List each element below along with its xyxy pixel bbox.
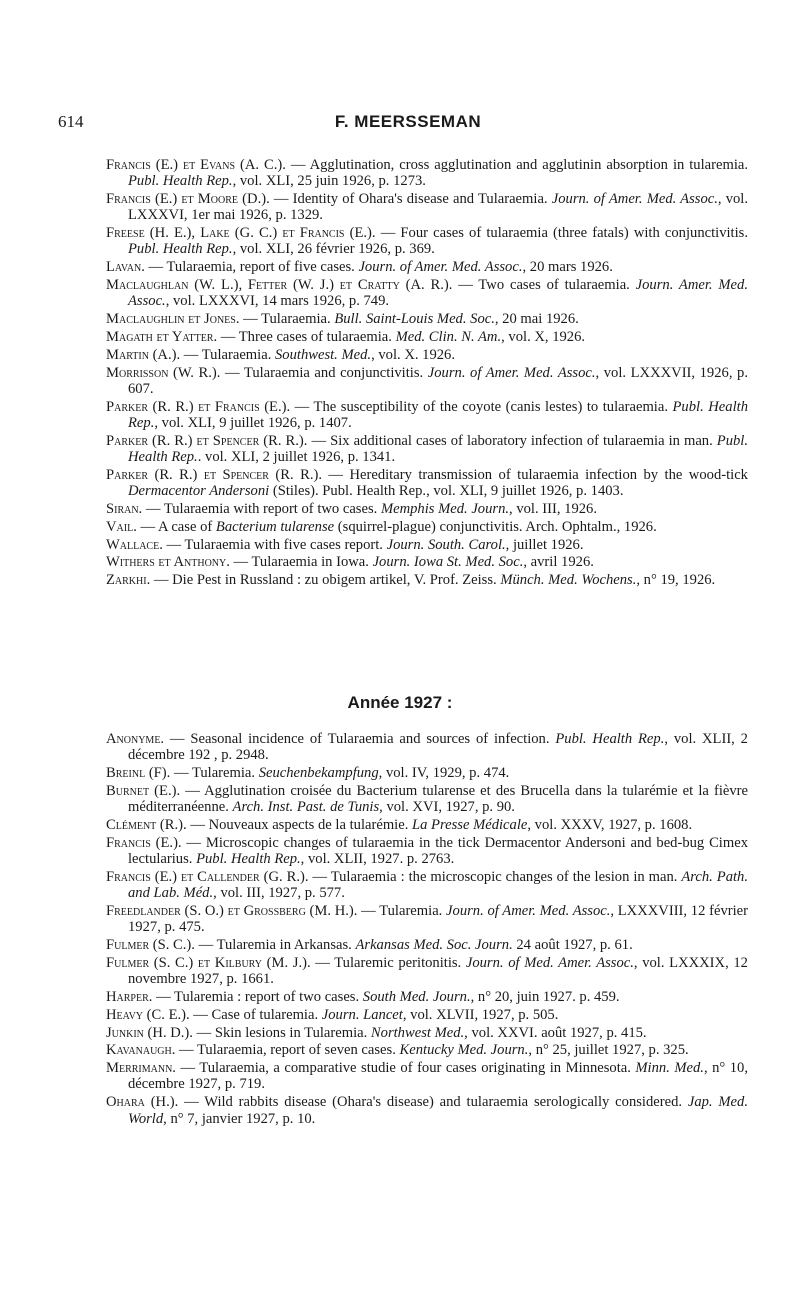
bibliography-entry — [106, 364, 748, 398]
bibliography-entry — [106, 398, 748, 432]
entry-authors: Parker (R. R.) et Spencer (R. R.). — [106, 466, 322, 483]
bibliography-entry — [106, 572, 748, 589]
entry-journal: Münch. Med. Wochens. — [500, 572, 637, 589]
entry-authors: Siran. — [106, 500, 143, 517]
entry-details: , vol. XLVII, 1927, p. 505. — [402, 1006, 559, 1023]
entry-journal: Dermacentor Andersoni — [128, 483, 270, 500]
entry-text: — Six additional cases of laboratory infection of tularaemia in man. — [307, 432, 717, 449]
entry-authors: Maclaughlan (W. L.), Fetter (W. J.) et Cratty (A. R.). — [106, 277, 453, 294]
entry-journal: Kentucky Med. Journ. — [399, 1042, 529, 1059]
entry-text: — Two cases of tularaemia. — [452, 277, 636, 294]
bibliography-entry — [106, 765, 748, 782]
entry-details: , vol. XLI, 25 juin 1926, p. 1273. — [232, 173, 426, 190]
entry-journal: Jap. Med. World — [128, 1094, 748, 1127]
entry-details: , vol. LXXXVII, 1926, p. 607. — [128, 364, 748, 397]
entry-details: , vol. XLII, 2 décembre 192 , p. 2948. — [128, 731, 748, 764]
bibliography-entry — [106, 328, 748, 345]
entry-journal: Memphis Med. Journ. — [380, 500, 510, 517]
entry-text: — Agglutination croisée du Bacterium tularense et des Brucella dans la tularémie et la fièvre méditerranéenne. — [128, 782, 748, 816]
entry-journal: Med. Clin. N. Am. — [395, 328, 502, 345]
entry-details: , juillet 1926. — [505, 536, 584, 553]
entry-journal: Journ. Lancet — [321, 1006, 403, 1023]
bibliography-entry — [106, 1024, 748, 1041]
entry-authors: Anonyme. — [106, 731, 165, 747]
entry-text: — Agglutination, cross agglutination and agglutinin absorption in tularemia. — [285, 157, 749, 173]
entry-details: , n° 19, 1926. — [636, 572, 716, 589]
entry-text: — Identity of Ohara's disease and Tularaemia. — [269, 191, 552, 208]
entry-journal: Journ. of Amer. Med. Assoc. — [358, 259, 523, 276]
entry-authors: Magath et Yatter. — [106, 328, 218, 345]
running-head: F. MEERSSEMAN — [334, 112, 482, 131]
entry-text: — Tularaemia, a comparative studie of four cases originating in Minnesota. — [175, 1060, 636, 1077]
entry-details: , 20 mai 1926. — [494, 311, 579, 328]
entry-text: — Tularaemia with five cases report. — [162, 536, 387, 553]
entry-authors: Francis (E.). — [106, 834, 182, 851]
entry-journal: Publ. Health Rep. — [196, 851, 301, 868]
entry-details: , vol. III, 1927, p. 577. — [213, 885, 345, 902]
entry-details: , vol. XLII, 1927. p. 2763. — [300, 851, 455, 868]
entry-details: , n° 25, juillet 1927, p. 325. — [528, 1042, 689, 1059]
entry-authors: Parker (R. R.) et Francis (E.). — [106, 398, 291, 415]
bibliography-entry — [106, 157, 749, 190]
entry-journal: Journ. South. Carol. — [386, 536, 506, 553]
entry-journal: Publ. Health Rep. — [555, 731, 665, 747]
entry-journal: Journ. Amer. Med. Assoc. — [128, 277, 748, 310]
entry-text: — Tularemia in Arkansas. — [194, 937, 356, 954]
entry-journal: Minn. Med. — [635, 1060, 704, 1077]
entry-authors: Heavy (C. E.). — [106, 1006, 190, 1023]
entry-text: — The susceptibility of the coyote (canis lestes) to tularaemia. — [290, 398, 673, 415]
bibliography-entry — [106, 834, 748, 868]
entry-authors: Francis (E.) et Moore (D.). — [106, 191, 270, 208]
entry-details: (Stiles). Publ. Health Rep., vol. XLI, 9 juillet 1926, p. 1403. — [269, 483, 624, 500]
bibliography-entry — [106, 902, 748, 936]
bibliography-entry — [106, 816, 748, 833]
entry-authors: Freedlander (S. O.) et Grossberg (M. H.). — [106, 902, 358, 919]
entry-authors: Parker (R. R.) et Spencer (R. R.). — [106, 432, 308, 449]
entry-details: , vol. XXVI. août 1927, p. 415. — [464, 1024, 647, 1041]
entry-details: , vol. IV, 1929, p. 474. — [378, 765, 510, 782]
entry-journal: Southwest. Med. — [275, 346, 372, 363]
entry-text: — A case of — [136, 518, 216, 535]
entry-journal: Arch. Inst. Past. de Tunis — [232, 799, 380, 816]
entry-journal: Journ. of Amer. Med. Assoc. — [446, 902, 611, 919]
entry-text: — Four cases of tularaemia (three fatals) with conjunctivitis. — [375, 225, 748, 242]
entry-text: — Tularaemia in Iowa. — [229, 554, 373, 571]
bibliography-entry — [106, 432, 748, 466]
entry-authors: Maclaughlin et Jones. — [106, 311, 240, 328]
bibliography-entry — [106, 554, 748, 571]
bibliography-entry — [106, 868, 748, 902]
entry-text: — Tularaemia, report of seven cases. — [175, 1042, 400, 1059]
entry-authors: Vail. — [106, 518, 137, 535]
page-number: 614 — [58, 112, 84, 131]
entry-journal: La Presse Médicale — [412, 816, 528, 833]
entry-details: , vol. LXXXVI, 14 mars 1926, p. 749. — [165, 293, 390, 310]
bibliography-entry — [106, 954, 748, 988]
section-heading: Année 1927 : — [347, 693, 453, 712]
bibliography-entry — [106, 259, 748, 276]
entry-authors: Fulmer (S. C.). — [106, 937, 195, 954]
entry-details: , vol. LXXXVI, 1er mai 1926, p. 1329. — [128, 191, 748, 224]
entry-authors: Martin (A.). — [106, 346, 181, 363]
entry-details: . vol. XLI, 2 juillet 1926, p. 1341. — [197, 449, 396, 466]
entry-journal: Journ. of Amer. Med. Assoc. — [551, 191, 718, 208]
entry-authors: Zarkhi. — [106, 572, 151, 589]
entry-journal: Journ. of Med. Amer. Assoc. — [465, 954, 634, 971]
entry-details: , vol. XVI, 1927, p. 90. — [379, 799, 515, 816]
entry-text: — Tularaemia with report of two cases. — [142, 500, 381, 517]
entry-authors: Kavanaugh. — [106, 1042, 176, 1059]
bibliography-list-1927 — [106, 731, 748, 1128]
entry-text: — Tularaemia, report of five cases. — [144, 259, 359, 276]
entry-text: — Tularaemia : the microscopic changes of the lesion in man. — [308, 868, 682, 885]
entry-authors: Junkin (H. D.). — [106, 1024, 193, 1041]
bibliography-entry — [106, 277, 748, 310]
entry-authors: Harper. — [106, 988, 153, 1005]
entry-authors: Francis (E.) et Callender (G. R.). — [106, 868, 309, 885]
entry-authors: Ohara (H.). — [106, 1094, 179, 1111]
entry-authors: Freese (H. E.), Lake (G. C.) et Francis (E.). — [106, 225, 376, 242]
entry-authors: Morrisson (W. R.). — [106, 364, 221, 381]
entry-journal: Publ. Health Rep. — [128, 398, 748, 431]
entry-journal: Journ. Iowa St. Med. Soc. — [372, 554, 524, 571]
entry-journal: Bacterium tularense — [215, 518, 335, 535]
entry-text: — Nouveaux aspects de la tularémie. — [186, 816, 412, 833]
entry-details: , n° 20, juin 1927. p. 459. — [470, 988, 620, 1005]
entry-authors: Merrimann. — [106, 1060, 176, 1077]
entry-text: — Case of tularemia. — [189, 1006, 322, 1023]
entry-details: , vol. LXXXIX, 12 novembre 1927, p. 1661. — [128, 954, 748, 988]
entry-authors: Wallace. — [106, 536, 163, 553]
bibliography-entry — [106, 1042, 748, 1059]
bibliography-entry — [106, 988, 748, 1005]
entry-authors: Lavan. — [106, 259, 145, 276]
bibliography-entry — [106, 311, 748, 328]
entry-journal: Bull. Saint-Louis Med. Soc. — [334, 311, 495, 328]
entry-text: — Skin lesions in Tularemia. — [192, 1024, 371, 1041]
entry-details: , vol. XXXV, 1927, p. 1608. — [527, 816, 693, 833]
entry-journal: Publ. Health Rep. — [128, 432, 748, 466]
entry-details: , avril 1926. — [523, 554, 594, 571]
bibliography-entry — [106, 731, 748, 764]
entry-text: — Wild rabbits disease (Ohara's disease) and tularaemia serologically considered. — [178, 1094, 688, 1111]
entry-journal: Publ. Health Rep. — [128, 173, 233, 190]
bibliography-entry — [106, 346, 748, 363]
entry-text: — Tularemia. — [357, 902, 447, 919]
bibliography-entry — [106, 536, 748, 553]
entry-text: — Seasonal incidence of Tularaemia and sources of infection. — [164, 731, 556, 747]
entry-details: , n° 10, décembre 1927, p. 719. — [128, 1060, 748, 1093]
bibliography-entry — [106, 1094, 748, 1127]
entry-details: , vol. III, 1926. — [509, 500, 597, 517]
entry-details: , n° 7, janvier 1927, p. 10. — [163, 1110, 316, 1127]
entry-journal: Arch. Path. and Lab. Méd. — [128, 868, 748, 902]
entry-authors: Burnet (E.). — [106, 782, 181, 799]
entry-details: , vol. X. 1926. — [371, 346, 455, 363]
entry-text: — Three cases of tularaemia. — [217, 328, 396, 345]
entry-details: , vol. X, 1926. — [501, 328, 586, 345]
entry-journal: Journ. of Amer. Med. Assoc. — [427, 364, 596, 381]
entry-authors: Francis (E.) et Evans (A. C.). — [106, 157, 286, 173]
bibliography-entry — [106, 1006, 748, 1023]
entry-details: , vol. XLI, 26 février 1926, p. 369. — [232, 241, 435, 258]
entry-details: , LXXXVIII, 12 février 1927, p. 475. — [128, 902, 748, 936]
entry-authors: Clément (R.). — [106, 816, 187, 833]
bibliography-entry — [106, 191, 748, 224]
bibliography-entry — [106, 466, 748, 500]
entry-authors: Fulmer (S. C.) et Kilbury (M. J.). — [106, 954, 311, 971]
entry-journal: Seuchenbekampfung — [258, 765, 379, 782]
entry-text: — Hereditary transmission of tularaemia infection by the wood-tick — [321, 466, 748, 483]
entry-text: — Tularaemia and conjunctivitis. — [220, 364, 428, 381]
entry-text: — Tularemia : report of two cases. — [152, 988, 363, 1005]
entry-details: , 20 mars 1926. — [522, 259, 613, 276]
entry-text: — Tularemia. — [170, 765, 259, 782]
bibliography-entry — [106, 782, 748, 816]
bibliography-entry — [106, 500, 748, 517]
bibliography-list-1926 — [106, 157, 749, 590]
entry-authors: Breinl (F). — [106, 765, 171, 782]
page-header — [58, 112, 758, 136]
entry-text: — Tularemic peritonitis. — [310, 954, 466, 971]
entry-authors: Withers et Anthony. — [106, 554, 230, 571]
bibliography-entry — [106, 1060, 748, 1093]
entry-details: , vol. XLI, 9 juillet 1926, p. 1407. — [154, 414, 352, 431]
entry-text: — Tularaemia. — [180, 346, 275, 363]
entry-details: (squirrel-plague) conjunctivitis. Arch. Ophtalm., 1926. — [334, 518, 657, 535]
entry-journal: Publ. Health Rep. — [128, 241, 233, 258]
entry-journal: South Med. Journ. — [362, 988, 471, 1005]
entry-journal: Arkansas Med. Soc. Journ. — [355, 937, 513, 954]
entry-text: — Microscopic changes of tularaemia in the tick Dermacentor Andersoni and bed-bug Cimex lectularius. — [128, 834, 748, 868]
bibliography-entry — [106, 937, 748, 954]
entry-details: 24 août 1927, p. 61. — [512, 937, 633, 954]
bibliography-entry — [106, 518, 748, 535]
entry-text: — Tularaemia. — [239, 311, 335, 328]
bibliography-entry — [106, 225, 748, 258]
entry-text: — Die Pest in Russland : zu obigem artikel, V. Prof. Zeiss. — [150, 572, 501, 589]
entry-journal: Northwest Med. — [370, 1024, 465, 1041]
